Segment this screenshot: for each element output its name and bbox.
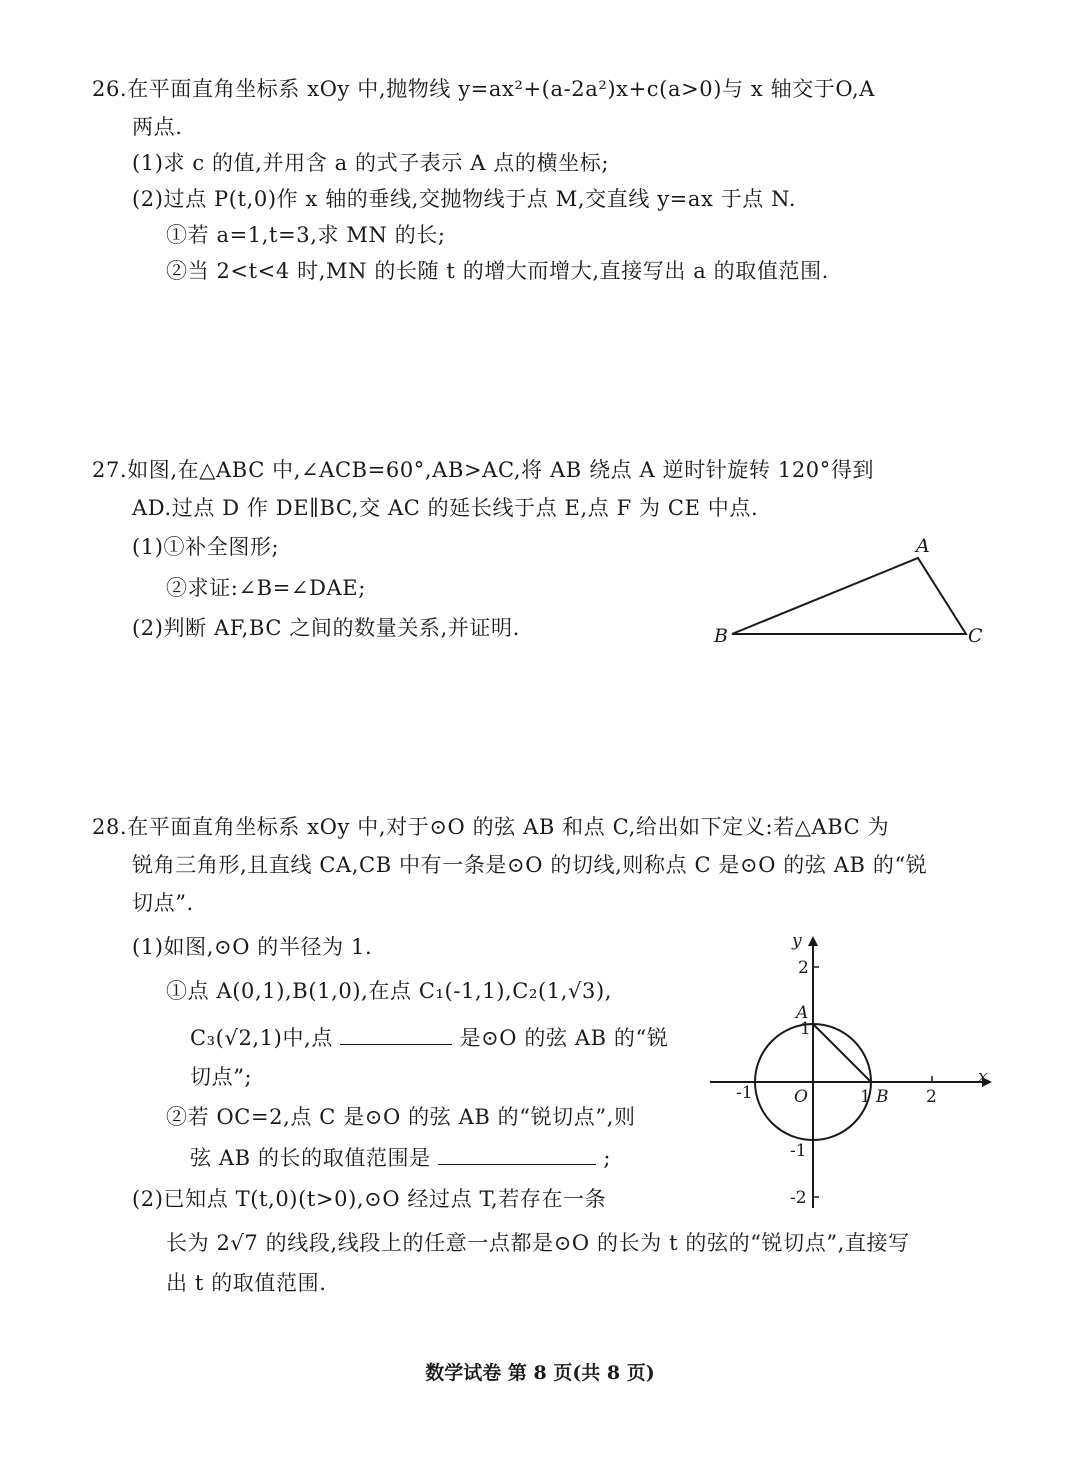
q26-sub1: ①若 a=1,t=3,求 MN 的长; xyxy=(166,223,446,247)
q28-part2a: (2)已知点 T(t,0)(t>0),⊙O 经过点 T,若存在一条 xyxy=(132,1187,607,1211)
q26-part1: (1)求 c 的值,并用含 a 的式子表示 A 点的横坐标; xyxy=(132,151,609,175)
coordinate-figure xyxy=(700,930,1000,1220)
q28-sub2b xyxy=(190,1142,611,1173)
q28-sub1a: ①点 A(0,1),B(1,0),在点 C₁(-1,1),C₂(1,√3), xyxy=(166,979,613,1003)
q26-sub2: ②当 2<t<4 时,MN 的长随 t 的增大而增大,直接写出 a 的取值范围. xyxy=(166,259,829,283)
answer-blank-2[interactable] xyxy=(438,1142,596,1165)
label-b: B xyxy=(876,1087,889,1107)
q28-sub1b xyxy=(190,1022,668,1053)
q26-part2: (2)过点 P(t,0)作 x 轴的垂线,交抛物线于点 M,交直线 y=ax 于点 N. xyxy=(132,187,797,211)
q28-part2b: 长为 2√7 的线段,线段上的任意一点都是⊙O 的长为 t 的弦的“锐切点”,直接写 xyxy=(166,1231,910,1255)
q28-sub1b-post: 是⊙O 的弦 AB 的“锐 xyxy=(459,1026,669,1050)
q28-line3: 切点”. xyxy=(132,891,194,915)
q27-line1: 27.如图,在△ABC 中,∠ACB=60°,AB>AC,将 AB 绕点 A 逆时针旋转 120°得到 xyxy=(92,458,875,482)
q26-line2: 两点. xyxy=(132,115,183,139)
label-y: y xyxy=(792,931,802,951)
q27-part1: (1)①补全图形; xyxy=(132,535,280,559)
q27-part2: (2)判断 AF,BC 之间的数量关系,并证明. xyxy=(132,616,520,640)
tick-label-y-2: 2 xyxy=(798,958,809,978)
tick-label-x-2: 2 xyxy=(926,1087,937,1107)
label-b: B xyxy=(714,625,728,647)
q28-sub1b-pre: C₃(√2,1)中,点 xyxy=(190,1026,333,1050)
tick-label-x-neg1: -1 xyxy=(736,1083,753,1103)
label-a: A xyxy=(796,1003,809,1023)
triangle-figure xyxy=(700,530,1000,650)
tick-label-y-neg1: -1 xyxy=(790,1141,807,1161)
q28-line1: 28.在平面直角坐标系 xOy 中,对于⊙O 的弦 AB 和点 C,给出如下定义:若△ABC 为 xyxy=(92,815,890,839)
q26-line1: 26.在平面直角坐标系 xOy 中,抛物线 y=ax²+(a-2a²)x+c(a>0)与 x 轴交于O,A xyxy=(92,77,876,101)
tick-label-y-1: 1 xyxy=(800,1019,811,1039)
label-c: C xyxy=(968,625,983,647)
tick-label-x-1: 1 xyxy=(860,1087,871,1107)
q28-sub2b-pre: 弦 AB 的长的取值范围是 xyxy=(190,1146,431,1170)
q27-line2: AD.过点 D 作 DE∥BC,交 AC 的延长线于点 E,点 F 为 CE 中点. xyxy=(132,496,759,520)
q28-part2c: 出 t 的取值范围. xyxy=(166,1271,327,1295)
y-axis-arrow xyxy=(808,936,818,946)
label-x: x xyxy=(978,1067,988,1087)
q27-sub2: ②求证:∠B=∠DAE; xyxy=(166,576,366,600)
q28-sub1c: 切点”; xyxy=(190,1065,253,1089)
q28-sub2b-post: ; xyxy=(603,1146,611,1170)
answer-blank-1[interactable] xyxy=(340,1022,452,1045)
q28-sub2a: ②若 OC=2,点 C 是⊙O 的弦 AB 的“锐切点”,则 xyxy=(166,1105,636,1129)
label-a: A xyxy=(916,535,930,557)
label-o: O xyxy=(794,1087,808,1107)
q28-part1: (1)如图,⊙O 的半径为 1. xyxy=(132,935,373,959)
page-footer: 数学试卷 第 8 页(共 8 页) xyxy=(425,1362,655,1384)
tick-label-y-neg2: -2 xyxy=(790,1188,807,1208)
q28-line2: 锐角三角形,且直线 CA,CB 中有一条是⊙O 的切线,则称点 C 是⊙O 的弦 AB 的“锐 xyxy=(132,853,928,877)
triangle-abc xyxy=(732,558,966,634)
